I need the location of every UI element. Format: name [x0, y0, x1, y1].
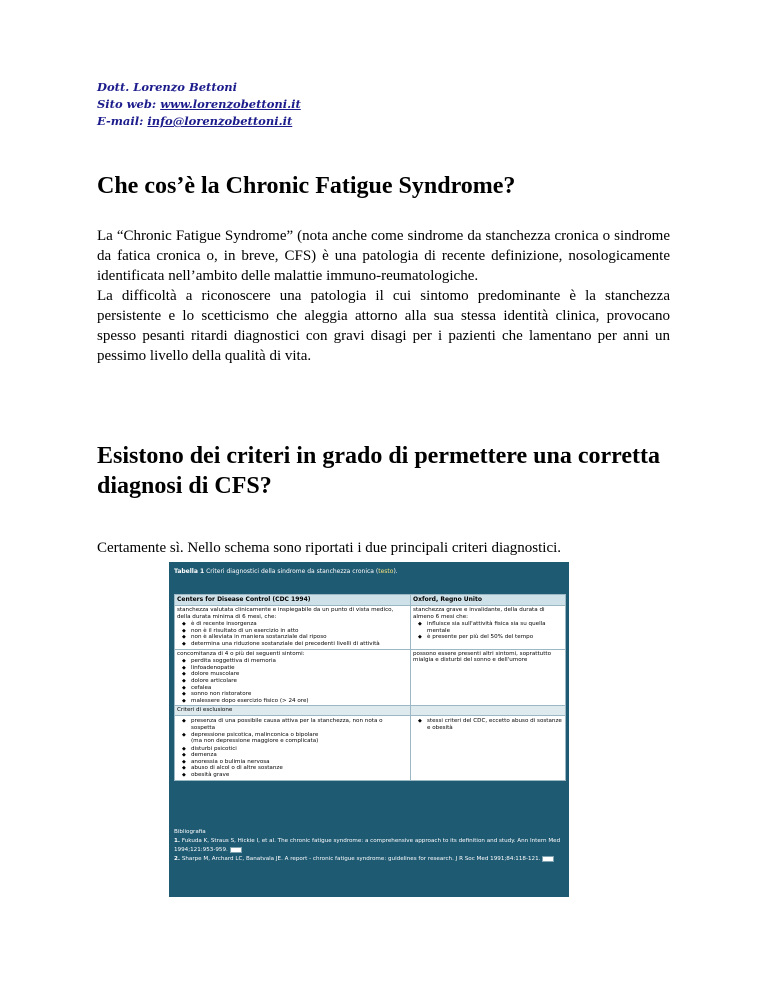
section1-paragraph-b: La difficoltà a riconoscere una patologia il cui sintomo predominante è la stanchezza persistente e lo scetticismo che aleggia attorno alla sua stessa identità clinica, provocano spesso pesanti ritardi diagnostici con gravi disagi per i pazienti che lamentano per anni un pessimo livello della qualità di vita.	[97, 288, 670, 364]
cdc-exclusion-list	[177, 718, 408, 738]
list-item: ◆ dolore muscolare	[191, 671, 408, 678]
exclusion-note: (ma non depressione maggiore e complicata)	[191, 738, 319, 745]
bibliography-item-2	[174, 855, 564, 864]
header-oxford: Oxford, Regno Unito	[411, 595, 565, 605]
cell-oxford-fatigue	[411, 606, 565, 649]
cdc-symptoms-intro: concomitanza di 4 o più dei seguenti sintomi:	[177, 650, 305, 657]
list-item: ◆ è presente per più del 50% del tempo	[427, 634, 563, 641]
list-item: ◆ obesità grave	[191, 772, 408, 779]
author-email-row	[97, 113, 301, 130]
table-row-exclusion-header	[175, 705, 565, 715]
list-item: ◆ determina una riduzione sostanziale dei precedenti livelli di attività	[191, 641, 408, 648]
cdc-fatigue-intro: stanchezza valutata clinicamente e inspiegabile da un punto di vista medico, della durata minima di 6 mesi, che:	[177, 607, 394, 620]
table-caption	[174, 566, 564, 577]
bib-number: 1.	[174, 838, 181, 844]
cell-cdc-symptoms	[175, 650, 411, 706]
list-item: ◆ non è alleviata in maniera sostanziale dal riposo	[191, 634, 408, 641]
cdc-fatigue-list	[177, 621, 408, 647]
criteria-grid	[174, 594, 566, 781]
pubmed-icon[interactable]	[230, 847, 242, 853]
pubmed-icon[interactable]	[542, 856, 554, 862]
cell-oxford-symptoms: possono essere presenti altri sintomi, soprattutto mialgia e disturbi del sonno e dell'umore	[413, 650, 552, 664]
caption-end: ).	[393, 568, 398, 575]
table-row-exclusion	[175, 715, 565, 779]
list-item: ◆ influisce sia sull'attività fisica sia su quella mentale	[427, 621, 563, 634]
exclusion-header-blank	[411, 706, 565, 715]
caption-link[interactable]: testo	[378, 568, 394, 575]
list-item: ◆ sonno non ristoratore	[191, 691, 408, 698]
cell-cdc-exclusion	[175, 716, 411, 779]
author-block	[97, 79, 301, 130]
table-header-row	[175, 595, 565, 605]
list-item: ◆ depressione psicotica, malinconica o bipolare	[191, 732, 408, 739]
bibliography-item-1	[174, 837, 564, 855]
list-item: ◆ demenza	[191, 752, 408, 759]
website-link[interactable]: www.lorenzobettoni.it	[160, 97, 301, 111]
list-item: ◆ perdita soggettiva di memoria	[191, 658, 408, 665]
caption-text: Criteri diagnostici della sindrome da stanchezza cronica (	[204, 568, 379, 575]
site-label: Sito web:	[97, 97, 157, 111]
bib-number: 2.	[174, 856, 181, 862]
bibliography-title: Bibliografia	[174, 829, 206, 835]
list-item: ◆ abuso di alcol o di altre sostanze	[191, 765, 408, 772]
list-item: ◆ malessere dopo esercizio fisico (> 24 ore)	[191, 698, 408, 705]
list-item: ◆ dolore articolare	[191, 678, 408, 685]
table-row-symptoms	[175, 649, 565, 706]
list-item: ◆ anoressia o bulimia nervosa	[191, 759, 408, 766]
list-item: ◆ è di recente insorgenza	[191, 621, 408, 628]
cdc-exclusion-list-cont	[177, 746, 408, 779]
oxford-exclusion-list	[413, 718, 563, 731]
section1-body	[97, 226, 670, 366]
list-item: ◆ cefalea	[191, 685, 408, 692]
cdc-symptoms-list	[177, 658, 408, 704]
oxford-fatigue-list	[413, 621, 563, 641]
section1-title: Che cos’è la Chronic Fatigue Syndrome?	[97, 173, 516, 199]
email-link[interactable]: info@lorenzobettoni.it	[147, 114, 293, 128]
author-name: Dott. Lorenzo Bettoni	[97, 80, 238, 94]
section1-paragraph-a: La “Chronic Fatigue Syndrome” (nota anche come sindrome da stanchezza cronica o sindrome da fatica cronica o, in breve, CFS) è una patologia di recente definizione, nosologicamente identificata nell’ambito delle malattie immuno-reumatologiche.	[97, 228, 670, 284]
oxford-fatigue-intro: stanchezza grave e invalidante, della durata di almeno 6 mesi che:	[413, 607, 545, 620]
cell-oxford-exclusion	[411, 716, 565, 779]
section2-title: Esistono dei criteri in grado di permettere una corretta diagnosi di CFS?	[97, 443, 660, 499]
list-item: ◆ disturbi psicotici	[191, 746, 408, 753]
table-row-fatigue	[175, 605, 565, 649]
list-item: ◆ non è il risultato di un esercizio in atto	[191, 628, 408, 635]
list-item: ◆ stessi criteri del CDC, eccetto abuso di sostanze e obesità	[427, 718, 563, 731]
list-item: ◆ linfoadenopatie	[191, 665, 408, 672]
email-label: E-mail:	[97, 114, 144, 128]
cell-cdc-fatigue	[175, 606, 411, 649]
author-site-row	[97, 96, 301, 113]
bib-text: Fukuda K, Straus S, Hickie I, et al. The chronic fatigue syndrome: a comprehensive approach to its definition and study. Ann Intern Med 1994;121:953-959.	[174, 838, 561, 853]
exclusion-header: Criteri di esclusione	[175, 706, 411, 715]
list-item: ◆ presenza di una possibile causa attiva per la stanchezza, non nota o sospetta	[191, 718, 408, 731]
header-cdc: Centers for Disease Control (CDC 1994)	[175, 595, 411, 605]
section2-paragraph: Certamente sì. Nello schema sono riportati i due principali criteri diagnostici.	[97, 540, 562, 556]
bibliography	[174, 828, 564, 864]
bib-text: Sharpe M, Archard LC, Banatvala JE. A report - chronic fatigue syndrome: guidelines for research. J R Soc Med 1991;84:118-121.	[181, 856, 541, 862]
caption-label: Tabella 1	[174, 568, 205, 575]
criteria-table-image	[169, 562, 569, 897]
